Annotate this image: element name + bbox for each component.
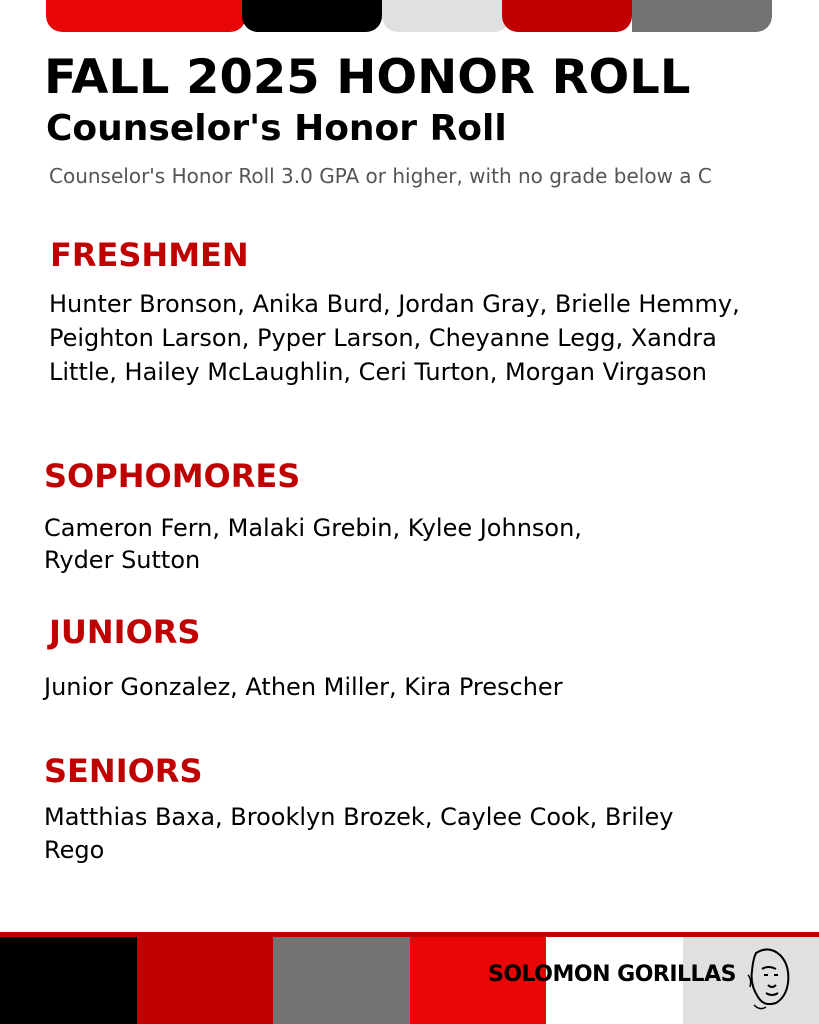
school-logo-text: SOLOMON GORILLAS (488, 962, 736, 987)
names-freshmen: Hunter Bronson, Anika Burd, Jordan Gray, Brielle Hemmy, Peighton Larson, Pyper Larson, Cheyanne Legg, Xandra Little, Hailey McLaughlin, Ceri Turton, Morgan Virgason (49, 290, 740, 386)
names-seniors: Matthias Baxa, Brooklyn Brozek, Caylee Cook, Briley Rego (44, 803, 674, 864)
names-sophomores: Cameron Fern, Malaki Grebin, Kylee Johnson, Ryder Sutton (44, 514, 582, 574)
color-stripe-top (46, 0, 772, 32)
heading-juniors: JUNIORS (49, 613, 201, 651)
heading-freshmen: FRESHMEN (50, 236, 249, 274)
heading-sophomores: SOPHOMORES (44, 457, 301, 495)
page-subtitle: Counselor's Honor Roll (46, 108, 507, 149)
criteria-text: Counselor's Honor Roll 3.0 GPA or higher, with no grade below a C (49, 164, 712, 188)
page-title: FALL 2025 HONOR ROLL (44, 50, 691, 105)
names-juniors: Junior Gonzalez, Athen Miller, Kira Prescher (44, 673, 563, 701)
gorilla-mascot-icon (744, 945, 794, 1015)
heading-seniors: SENIORS (44, 752, 203, 790)
